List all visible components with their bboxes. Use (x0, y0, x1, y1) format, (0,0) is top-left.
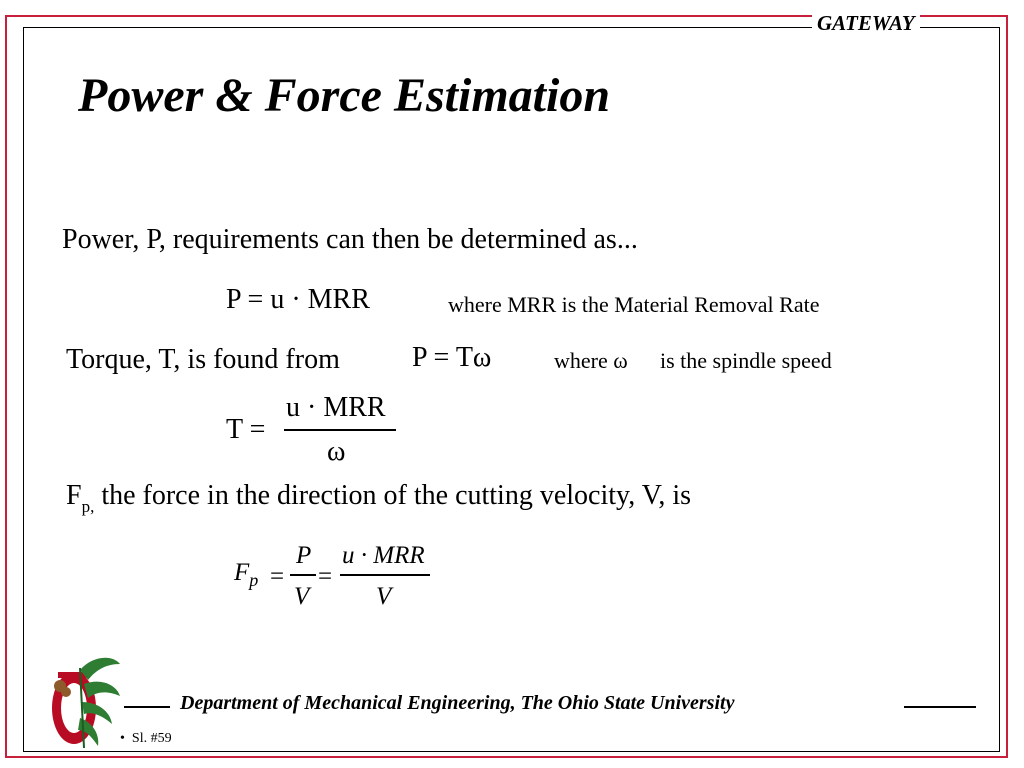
fp-statement-text: the force in the direction of the cutting velocity, V, is (101, 480, 691, 511)
footer-line-left (124, 706, 170, 708)
footer-line-right (904, 706, 976, 708)
ohio-state-logo (40, 650, 122, 750)
slide-number-text: Sl. #59 (131, 731, 172, 746)
torque-fraction-bar (284, 429, 396, 431)
fraction2-bar (340, 574, 430, 576)
slide-title: Power & Force Estimation (78, 69, 611, 122)
mrr-note: where MRR is the Material Removal Rate (448, 292, 820, 317)
fraction1-denominator: V (294, 583, 310, 610)
gateway-brand: GATEWAY (812, 11, 920, 35)
fraction1-numerator: P (296, 542, 312, 569)
fp-statement (66, 480, 691, 515)
fp-eq-subscript: p (249, 570, 259, 590)
fraction2-numerator: u · MRR (342, 542, 425, 569)
omega-note: is the spindle speed (660, 348, 832, 373)
power-intro-text: Power, P, requirements can then be determined as... (62, 224, 638, 255)
footer-department: Department of Mechanical Engineering, The Ohio State University (180, 692, 735, 714)
equals-sign-1: = (270, 563, 285, 590)
fraction1-bar (290, 574, 316, 576)
torque-fraction-numerator: u · MRR (286, 392, 386, 423)
fp-symbol: F (66, 480, 82, 511)
torque-label: Torque, T, is found from (66, 344, 340, 375)
torque-equation: P = Tω (412, 342, 492, 373)
slide-bullet: • (120, 731, 125, 746)
torque-fraction-lhs: T = (226, 414, 266, 445)
power-equation: P = u · MRR (226, 284, 370, 315)
equals-sign-2: = (318, 563, 333, 590)
omega-symbol: ω (613, 348, 628, 373)
fp-eq-symbol: F (234, 559, 250, 586)
fraction2-denominator: V (376, 583, 392, 610)
slide-inner-frame (23, 27, 1000, 752)
torque-fraction-denominator: ω (327, 436, 346, 467)
fp-equation-lhs (234, 558, 258, 589)
fp-subscript: p, (81, 497, 95, 516)
omega-where-text: where (554, 348, 608, 373)
slide-number (120, 730, 172, 748)
omega-where (554, 348, 628, 374)
